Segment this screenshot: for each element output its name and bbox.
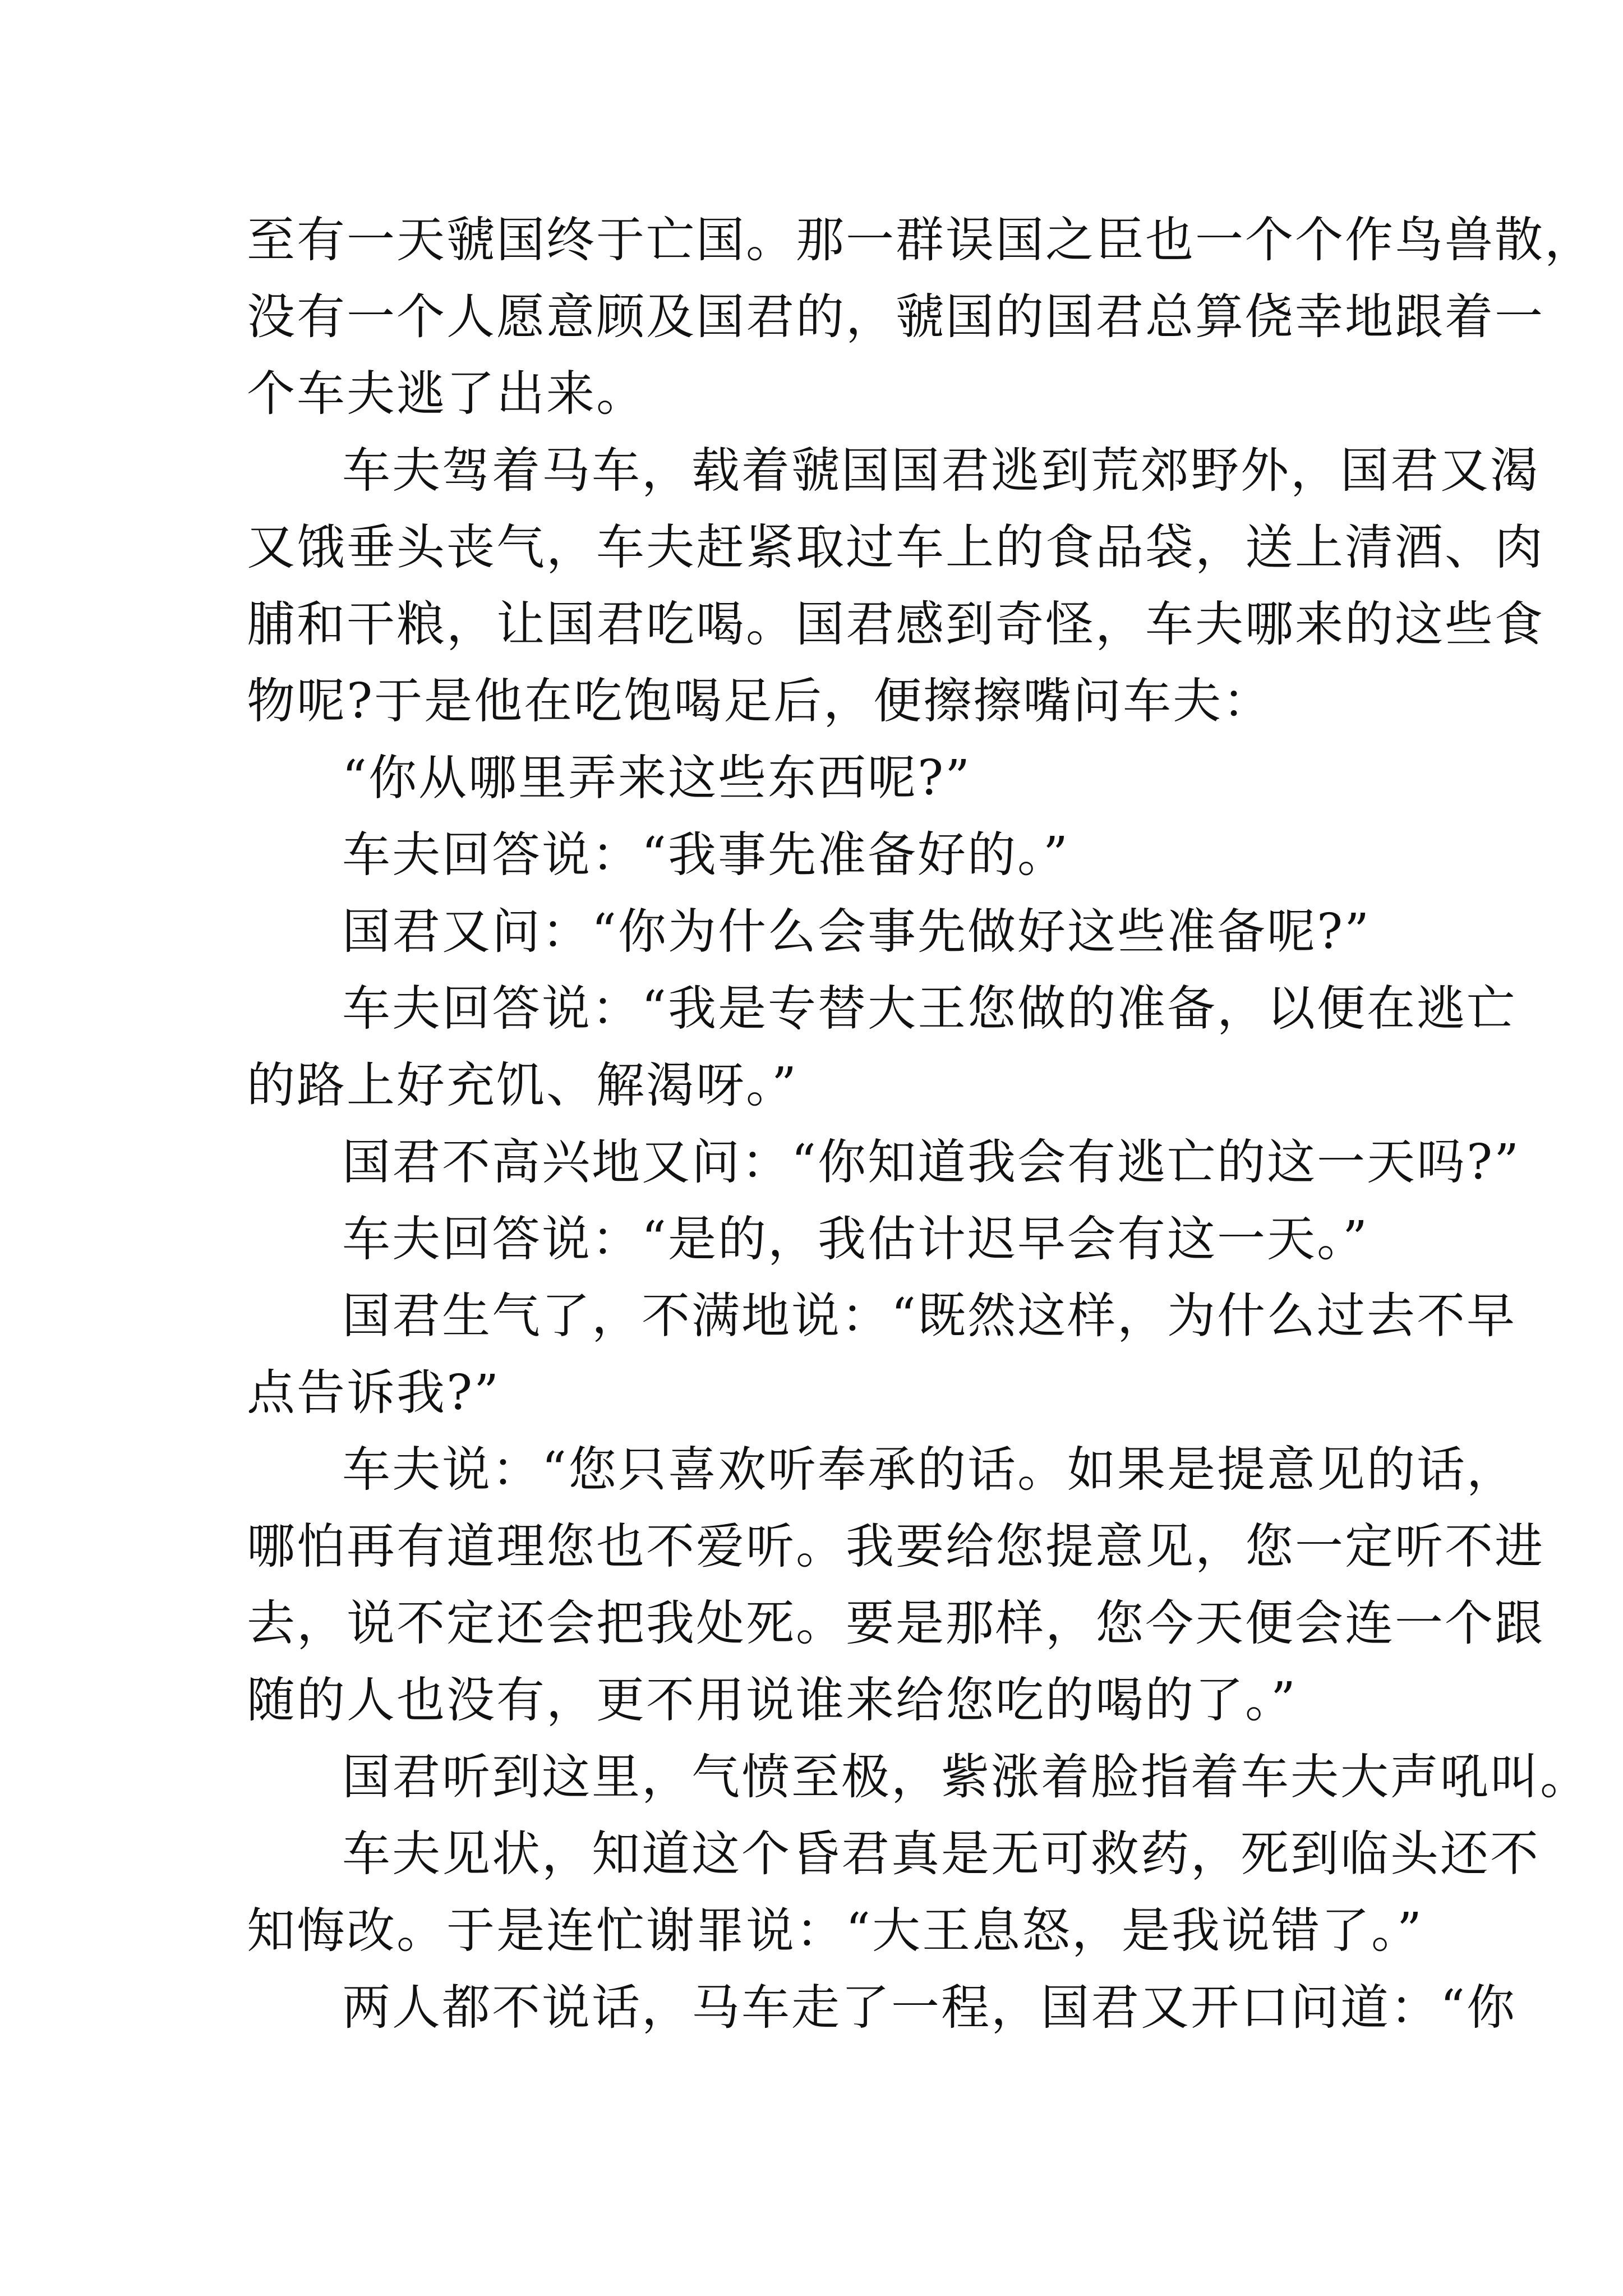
text-line: 车夫回答说：“我事先准备好的。” — [342, 827, 1069, 883]
text-line: 车夫见状，知道这个昏君真是无可救药，死到临头还不 — [342, 1826, 1540, 1882]
text-line: 又饿垂头丧气，车夫赶紧取过车上的食品袋，送上清酒、肉 — [247, 519, 1544, 576]
text-line: 国君听到这里，气愤至极，紫涨着脸指着车夫大声吼叫。 — [342, 1749, 1590, 1805]
text-line: 物呢?于是他在吃饱喝足后，便擦擦嘴问车夫： — [247, 673, 1273, 729]
text-line: 知悔改。于是连忙谢罪说：“大王息怒，是我说错了。” — [247, 1903, 1423, 1959]
text-line: 脯和干粮，让国君吃喝。国君感到奇怪，车夫哪来的这些食 — [247, 596, 1544, 652]
text-line: 个车夫逃了出来。 — [247, 366, 646, 422]
text-line: 车夫驾着马车，载着虢国国君逃到荒郊野外，国君又渴 — [342, 443, 1540, 499]
text-line: 随的人也没有，更不用说谁来给您吃的喝的了。” — [247, 1672, 1297, 1728]
text-line: 国君又问：“你为什么会事先做好这些准备呢?” — [342, 904, 1371, 960]
text-line: 车夫说：“您只喜欢听奉承的话。如果是提意见的话， — [342, 1442, 1516, 1498]
text-line: 至有一天虢国终于亡国。那一群误国之臣也一个个作鸟兽散， — [247, 212, 1594, 268]
text-line: 没有一个人愿意顾及国君的，虢国的国君总算侥幸地跟着一 — [247, 289, 1544, 345]
text-line: 的路上好充饥、解渴呀。” — [247, 1057, 798, 1114]
text-line: 国君生气了，不满地说：“既然这样，为什么过去不早 — [342, 1288, 1516, 1344]
text-line: 去，说不定还会把我处死。要是那样，您今天便会连一个跟 — [247, 1595, 1544, 1651]
text-line: 车夫回答说：“是的，我估计迟早会有这一天。” — [342, 1211, 1369, 1267]
text-line: 车夫回答说：“我是专替大王您做的准备，以便在逃亡 — [342, 981, 1516, 1037]
text-line: 国君不高兴地又问：“你知道我会有逃亡的这一天吗?” — [342, 1134, 1521, 1190]
text-line: 两人都不说话，马车走了一程，国君又开口问道：“你 — [342, 1980, 1516, 2036]
text-line: 哪怕再有道理您也不爱听。我要给您提意见，您一定听不进 — [247, 1519, 1544, 1575]
body-text — [247, 202, 1594, 2046]
text-line: 点告诉我?” — [247, 1365, 501, 1421]
text-line: “你从哪里弄来这些东西呢?” — [342, 750, 972, 806]
